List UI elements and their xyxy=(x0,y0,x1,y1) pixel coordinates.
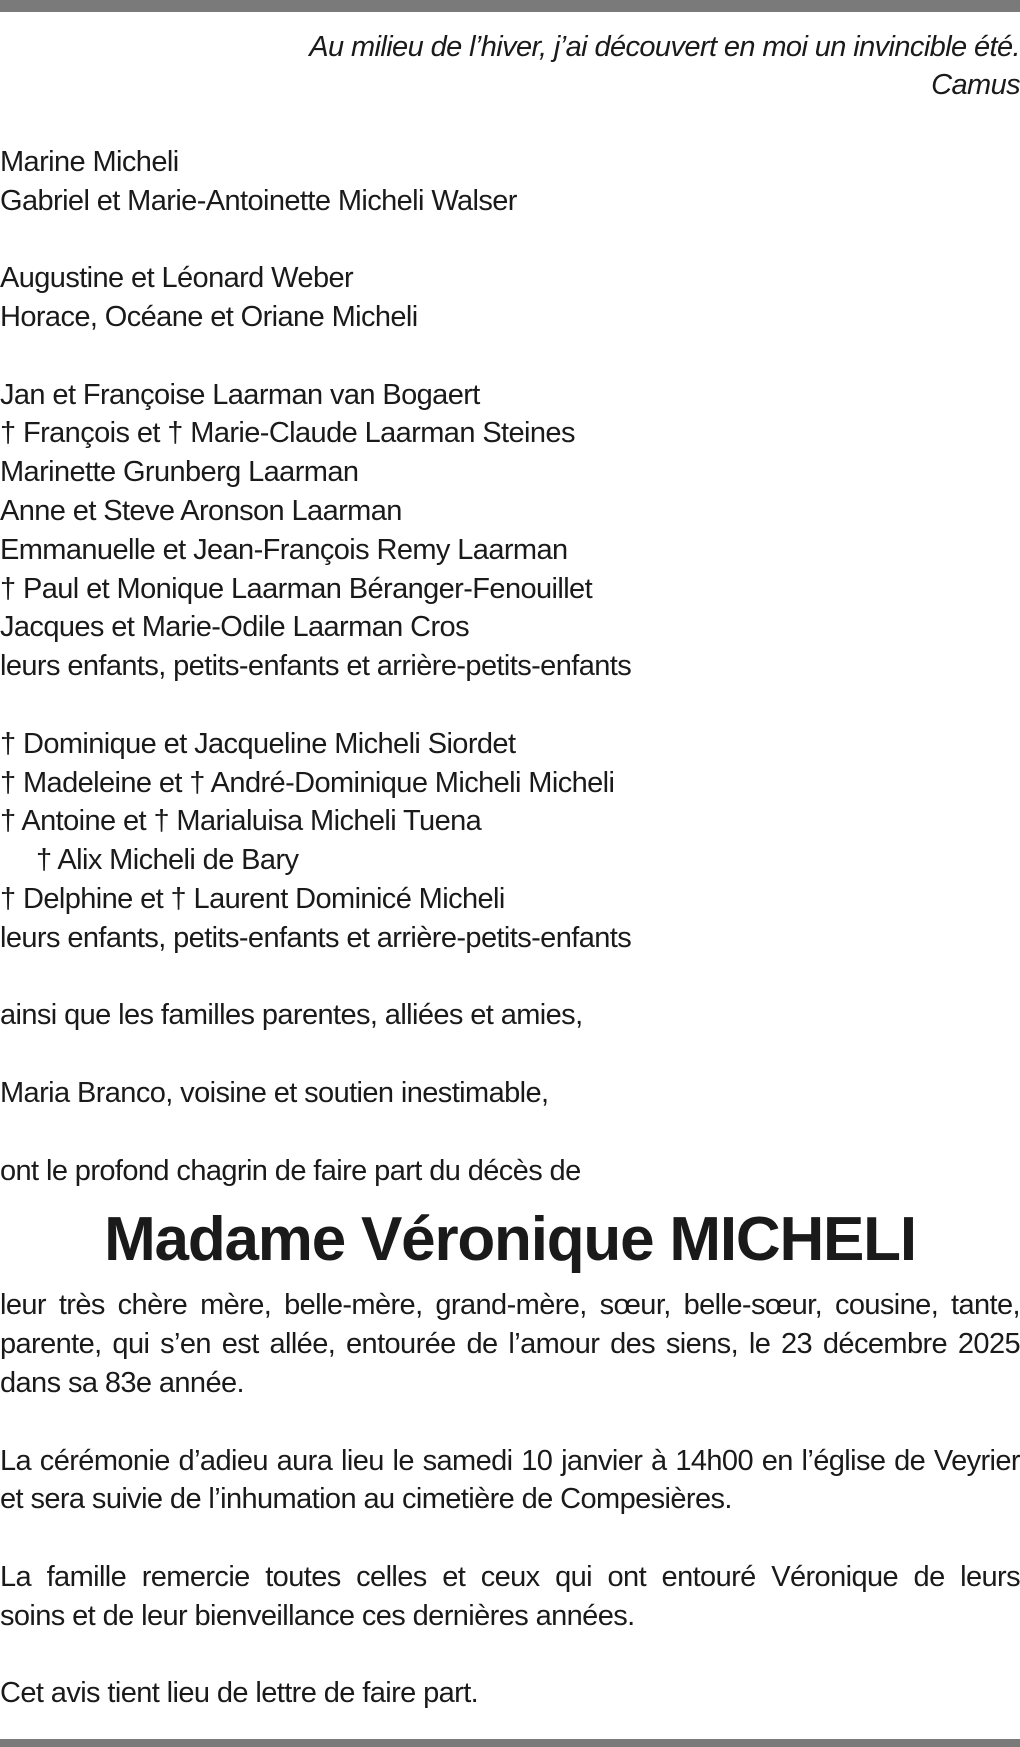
family-line: † Madeleine et † André-Dominique Micheli Micheli xyxy=(0,766,615,799)
family-line: † François et † Marie-Claude Laarman Steines xyxy=(0,417,575,450)
family-line: Augustine et Léonard Weber xyxy=(0,262,354,295)
family-group-2 xyxy=(0,259,1020,337)
paragraph-line: parente, qui s’en est allée, entourée de l’amour des siens, le 23 décembre 2025 xyxy=(0,1328,1020,1361)
family-line: Emmanuelle et Jean-François Remy Laarman xyxy=(0,533,568,566)
description-paragraph xyxy=(0,1286,1020,1402)
family-line: † Dominique et Jacqueline Micheli Siordet xyxy=(0,727,516,760)
family-line: Anne et Steve Aronson Laarman xyxy=(0,494,402,527)
bottom-rule xyxy=(0,1739,1020,1747)
paragraph-line: La famille remercie toutes celles et ceux qui ont entouré Véronique de leurs xyxy=(0,1560,1020,1593)
deceased-name: Madame Véronique MICHELI xyxy=(104,1205,916,1275)
family-line: leurs enfants, petits-enfants et arrière-petits-enfants xyxy=(0,650,632,683)
closing-line: Cet avis tient lieu de lettre de faire part. xyxy=(0,1677,479,1710)
family-group-4 xyxy=(0,725,1020,958)
families-statement xyxy=(0,996,1020,1035)
family-group-3 xyxy=(0,376,1020,686)
obituary-content xyxy=(0,18,1020,1713)
family-line: leurs enfants, petits-enfants et arrière-petits-enfants xyxy=(0,921,632,954)
epigraph xyxy=(0,28,1020,104)
paragraph-line: soins et de leur bienveillance ces dernières années. xyxy=(0,1599,635,1632)
family-group-1 xyxy=(0,143,1020,221)
family-line: Horace, Océane et Oriane Micheli xyxy=(0,300,418,333)
families-line: ainsi que les familles parentes, alliées et amies, xyxy=(0,999,583,1032)
family-line: † Antoine et † Marialuisa Micheli Tuena xyxy=(0,805,482,838)
family-line: Gabriel et Marie-Antoinette Micheli Walser xyxy=(0,184,517,217)
family-line: † Delphine et † Laurent Dominicé Micheli xyxy=(0,882,505,915)
top-rule xyxy=(0,0,1020,12)
family-line: Jan et Françoise Laarman van Bogaert xyxy=(0,378,480,411)
paragraph-line: dans sa 83e année. xyxy=(0,1366,244,1399)
family-line: Jacques et Marie-Odile Laarman Cros xyxy=(0,611,469,644)
thanks-paragraph xyxy=(0,1558,1020,1636)
paragraph-line: leur très chère mère, belle-mère, grand-mère, sœur, belle-sœur, cousine, tante, xyxy=(0,1289,1020,1322)
epigraph-quote: Au milieu de l’hiver, j’ai découvert en moi un invincible été. xyxy=(309,31,1020,63)
family-line-indented: † Alix Micheli de Bary xyxy=(36,844,299,877)
family-line: Marine Micheli xyxy=(0,145,179,178)
family-line: † Paul et Monique Laarman Béranger-Fenouillet xyxy=(0,572,593,605)
paragraph-line: La cérémonie d’adieu aura lieu le samedi 10 janvier à 14h00 en l’église de Veyrier xyxy=(0,1444,1020,1477)
announcement xyxy=(0,1152,1020,1191)
neighbor-statement xyxy=(0,1074,1020,1113)
family-line: Marinette Grunberg Laarman xyxy=(0,456,359,489)
neighbor-line: Maria Branco, voisine et soutien inestimable, xyxy=(0,1076,549,1109)
epigraph-author: Camus xyxy=(931,69,1020,101)
paragraph-line: et sera suivie de l’inhumation au cimetière de Compesières. xyxy=(0,1483,732,1516)
closing-statement xyxy=(0,1674,1020,1713)
announcement-line: ont le profond chagrin de faire part du décès de xyxy=(0,1154,581,1187)
ceremony-paragraph xyxy=(0,1442,1020,1520)
